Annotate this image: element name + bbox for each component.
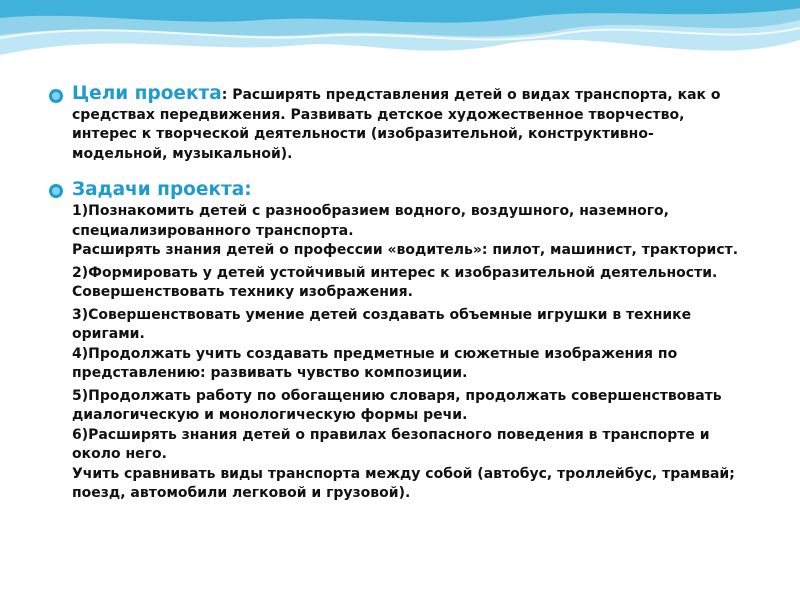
goals-colon: : xyxy=(221,87,228,103)
slide-content xyxy=(48,84,748,504)
goals-title: Цели проекта xyxy=(72,83,222,104)
task-paragraph: 5)Продолжать работу по обогащению словаря, продолжать совершенствовать диалогическую и монологическую формы речи. xyxy=(72,387,722,423)
tasks-body xyxy=(72,202,748,504)
circle-bullet-icon xyxy=(48,182,64,198)
tasks-item xyxy=(48,178,748,504)
task-paragraph: 1)Познакомить детей с разнообразием водного, воздушного, наземного, специализированного транспорта. xyxy=(72,203,669,239)
task-paragraph: Расширять знания детей о профессии «водитель»: пилот, машинист, тракторист. xyxy=(72,242,739,258)
task-paragraph: 6)Расширять знания детей о правилах безопасного поведения в транспорте и около него. xyxy=(72,426,710,462)
task-paragraph: 3)Совершенствовать умение детей создавать объемные игрушки в технике оригами. xyxy=(72,306,692,342)
goals-text: Расширять представления детей о видах транспорта, как о средствах передвижения. Развивать детское художественное творчество, интерес к творческой деятельности (изобразительной, конструктивно-модельной, музыкальной). xyxy=(72,87,721,162)
task-paragraph: 4)Продолжать учить создавать предметные и сюжетные изображения по представлению: развивать чувство композиции. xyxy=(72,345,678,381)
task-paragraph: Учить сравнивать виды транспорта между собой (автобус, троллейбус, трамвай; поезд, автомобили легковой и грузовой). xyxy=(72,465,735,501)
task-paragraph: 2)Формировать у детей устойчивый интерес к изобразительной деятельности. Совершенствовать технику изображения. xyxy=(72,264,718,300)
wave-decoration xyxy=(0,0,800,80)
circle-bullet-icon xyxy=(48,88,64,104)
goals-text-block xyxy=(72,84,748,164)
tasks-title: Задачи проекта: xyxy=(72,179,252,200)
goals-item xyxy=(48,84,748,164)
